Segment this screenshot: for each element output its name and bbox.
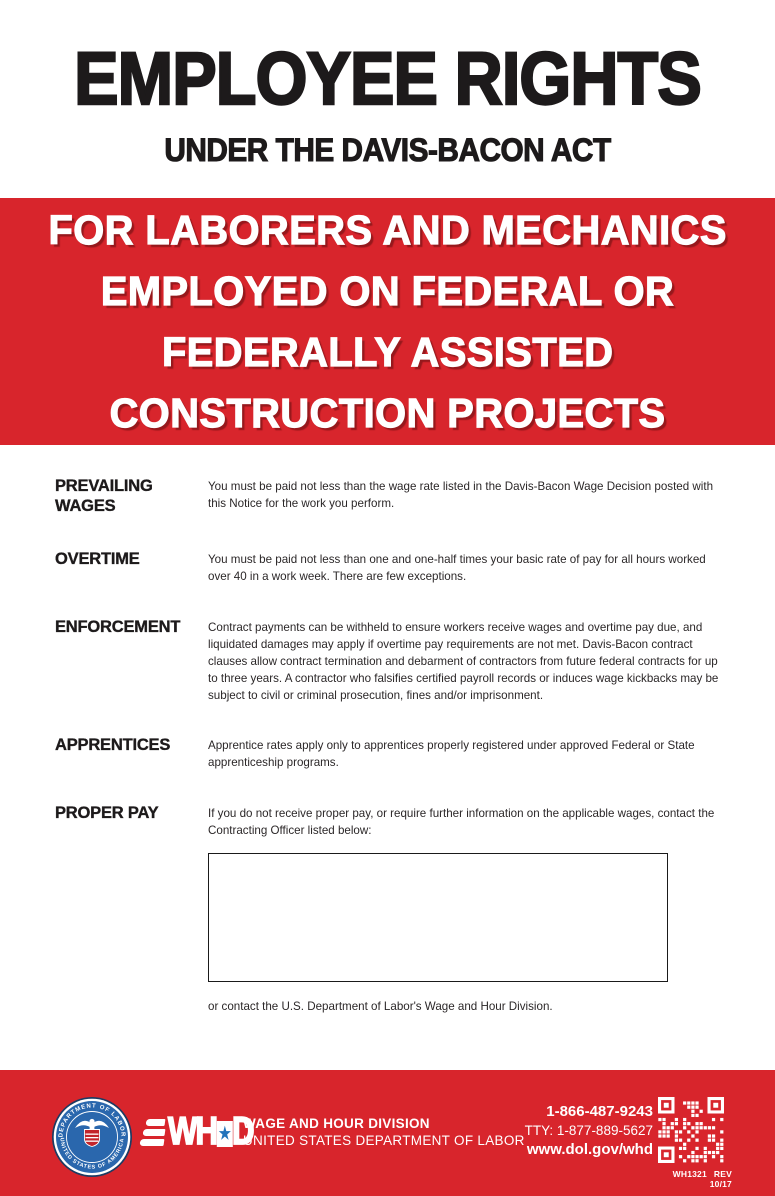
section-heading-enforcement: ENFORCEMENT xyxy=(55,618,181,636)
department-name: UNITED STATES DEPARTMENT OF LABOR xyxy=(243,1133,525,1148)
revision-number: REV 10/17 xyxy=(709,1169,732,1189)
department-of-labor-seal xyxy=(51,1096,133,1178)
banner-line: EMPLOYED ON FEDERAL OR xyxy=(100,267,675,314)
form-number-line xyxy=(650,1169,732,1189)
whd-flag-stripes-icon xyxy=(140,1119,165,1146)
form-number: WH1321 xyxy=(672,1169,707,1179)
whd-star-icon: ★ xyxy=(217,1121,233,1147)
banner-line: FEDERALLY ASSISTED xyxy=(161,328,614,375)
section-body-enforcement: Contract payments can be withheld to ensure workers receive wages and overtime pay due, and liquidated damages may apply if overtime pay requirements are not met. Davis-Bacon contract clauses allow contract termination and debarment of contractors from future federal contracts for up to three years. A contractor who falsifies certified payroll records or induces wage kickbacks may be subject to civil or criminal prosecution, fines and/or imprisonment. xyxy=(208,621,719,702)
banner-line: FOR LABORERS AND MECHANICS xyxy=(48,206,727,253)
website-url: www.dol.gov/whd xyxy=(526,1141,653,1158)
agency-name-block xyxy=(243,1115,525,1149)
footer-contact-block xyxy=(525,1102,653,1159)
section-body-overtime: You must be paid not less than one and one-half times your basic rate of pay for all hours worked over 40 in a work week. There are few exceptions. xyxy=(208,553,706,583)
banner-line: CONSTRUCTION PROJECTS xyxy=(109,389,666,436)
poster-title: EMPLOYEE RIGHTS xyxy=(74,37,701,120)
section-heading-proper-pay: PROPER PAY xyxy=(55,804,159,822)
section-body-proper-pay: If you do not receive proper pay, or require further information on the applicable wages, contact the Contracting Officer listed below: xyxy=(208,807,715,837)
tty-number: TTY: 1-877-889-5627 xyxy=(524,1123,653,1138)
poster-subtitle: UNDER THE DAVIS-BACON ACT xyxy=(164,132,611,168)
whd-logo-wh: WH xyxy=(168,1110,216,1153)
phone-number: 1-866-487-9243 xyxy=(546,1103,653,1120)
division-name: WAGE AND HOUR DIVISION xyxy=(243,1116,430,1131)
seal-ring-text-bottom: UNITED STATES OF AMERICA xyxy=(58,1137,126,1171)
audience-banner xyxy=(0,198,775,445)
section-body-apprentices: Apprentice rates apply only to apprentices properly registered under approved Federal or State apprenticeship programs. xyxy=(208,739,695,769)
whd-logo-letters xyxy=(168,1110,253,1153)
section-heading-apprentices: APPRENTICES xyxy=(55,736,171,754)
section-heading-prevailing-wages: PREVAILING WAGES xyxy=(55,477,153,515)
section-body-prevailing-wages: You must be paid not less than the wage rate listed in the Davis-Bacon Wage Decision posted with this Notice for the work you perform. xyxy=(208,480,714,510)
seal-ring-text-top: DEPARTMENT OF LABOR xyxy=(58,1103,126,1138)
qr-code xyxy=(658,1097,724,1163)
whd-logo-d: D xyxy=(231,1110,253,1153)
after-box-note: or contact the U.S. Department of Labor's Wage and Hour Division. xyxy=(208,1000,553,1013)
contracting-officer-box xyxy=(208,853,668,982)
section-heading-overtime: OVERTIME xyxy=(55,550,140,568)
footer-bar xyxy=(0,1070,775,1196)
